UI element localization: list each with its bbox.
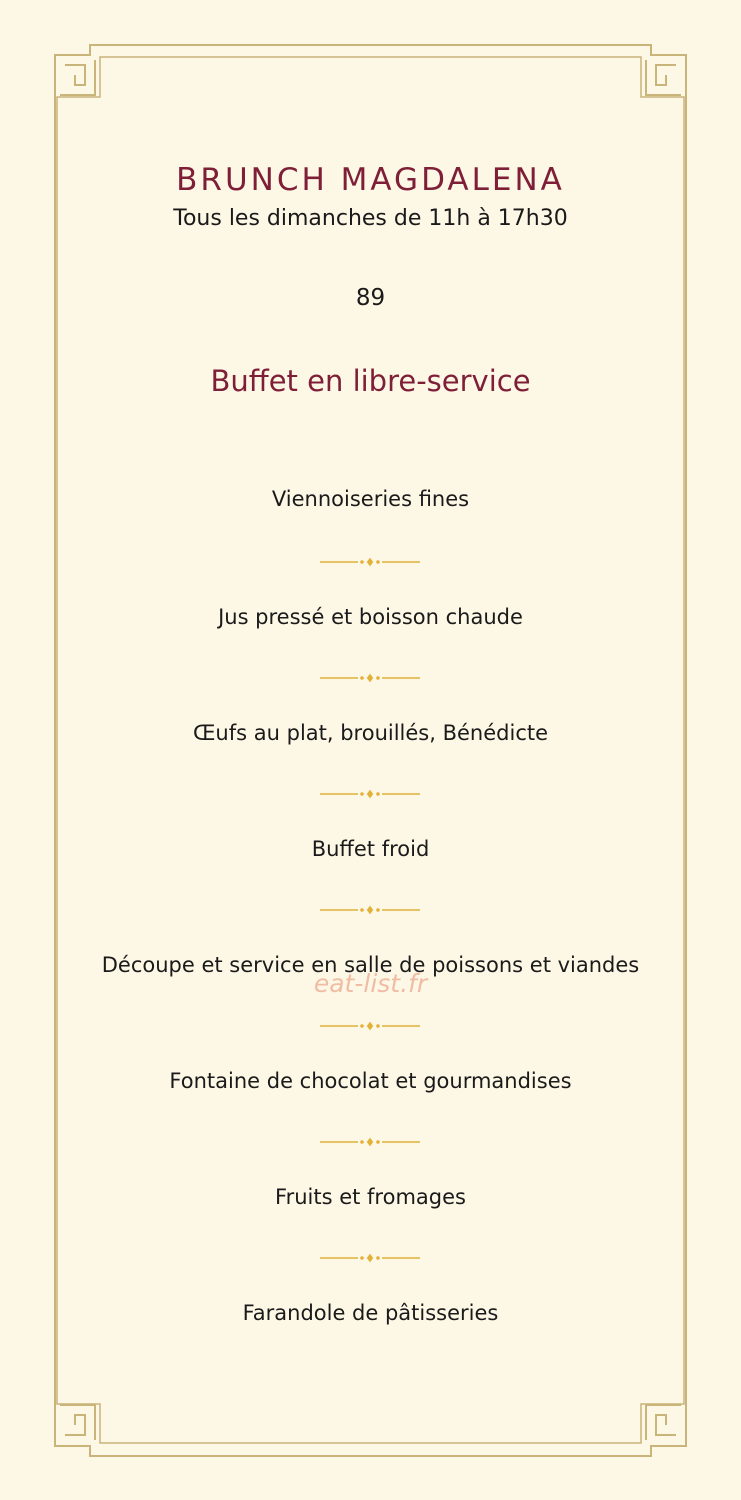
menu-item-fruits: Fruits et fromages [275,1185,466,1209]
menu-item-decoupe: Découpe et service en salle de poissons et viandes [101,953,640,977]
menu-subtitle: Tous les dimanches de 11h à 17h30 [173,206,568,231]
ornament-divider-icon [318,1021,422,1031]
menu-item-viennoiseries: Viennoiseries fines [271,487,470,511]
menu-item-fontaine: Fontaine de chocolat et gourmandises [169,1069,572,1093]
menu-item-oeufs: Œufs au plat, brouillés, Bénédicte [192,721,549,745]
watermark: eat-list.fr [313,969,428,998]
ornament-divider-icon [318,905,422,915]
menu-item-jus: Jus pressé et boisson chaude [218,605,523,629]
section-title: Buffet en libre-service [210,364,531,398]
ornament-divider-icon [318,673,422,683]
menu-item-patisseries: Farandole de pâtisseries [242,1301,499,1325]
menu-price: 89 [355,285,386,311]
ornament-divider-icon [318,1137,422,1147]
ornament-divider-icon [318,1253,422,1263]
ornament-divider-icon [318,557,422,567]
menu-item-buffet-froid: Buffet froid [311,837,430,861]
menu-title: BRUNCH MAGDALENA [176,162,565,198]
ornament-divider-icon [318,789,422,799]
